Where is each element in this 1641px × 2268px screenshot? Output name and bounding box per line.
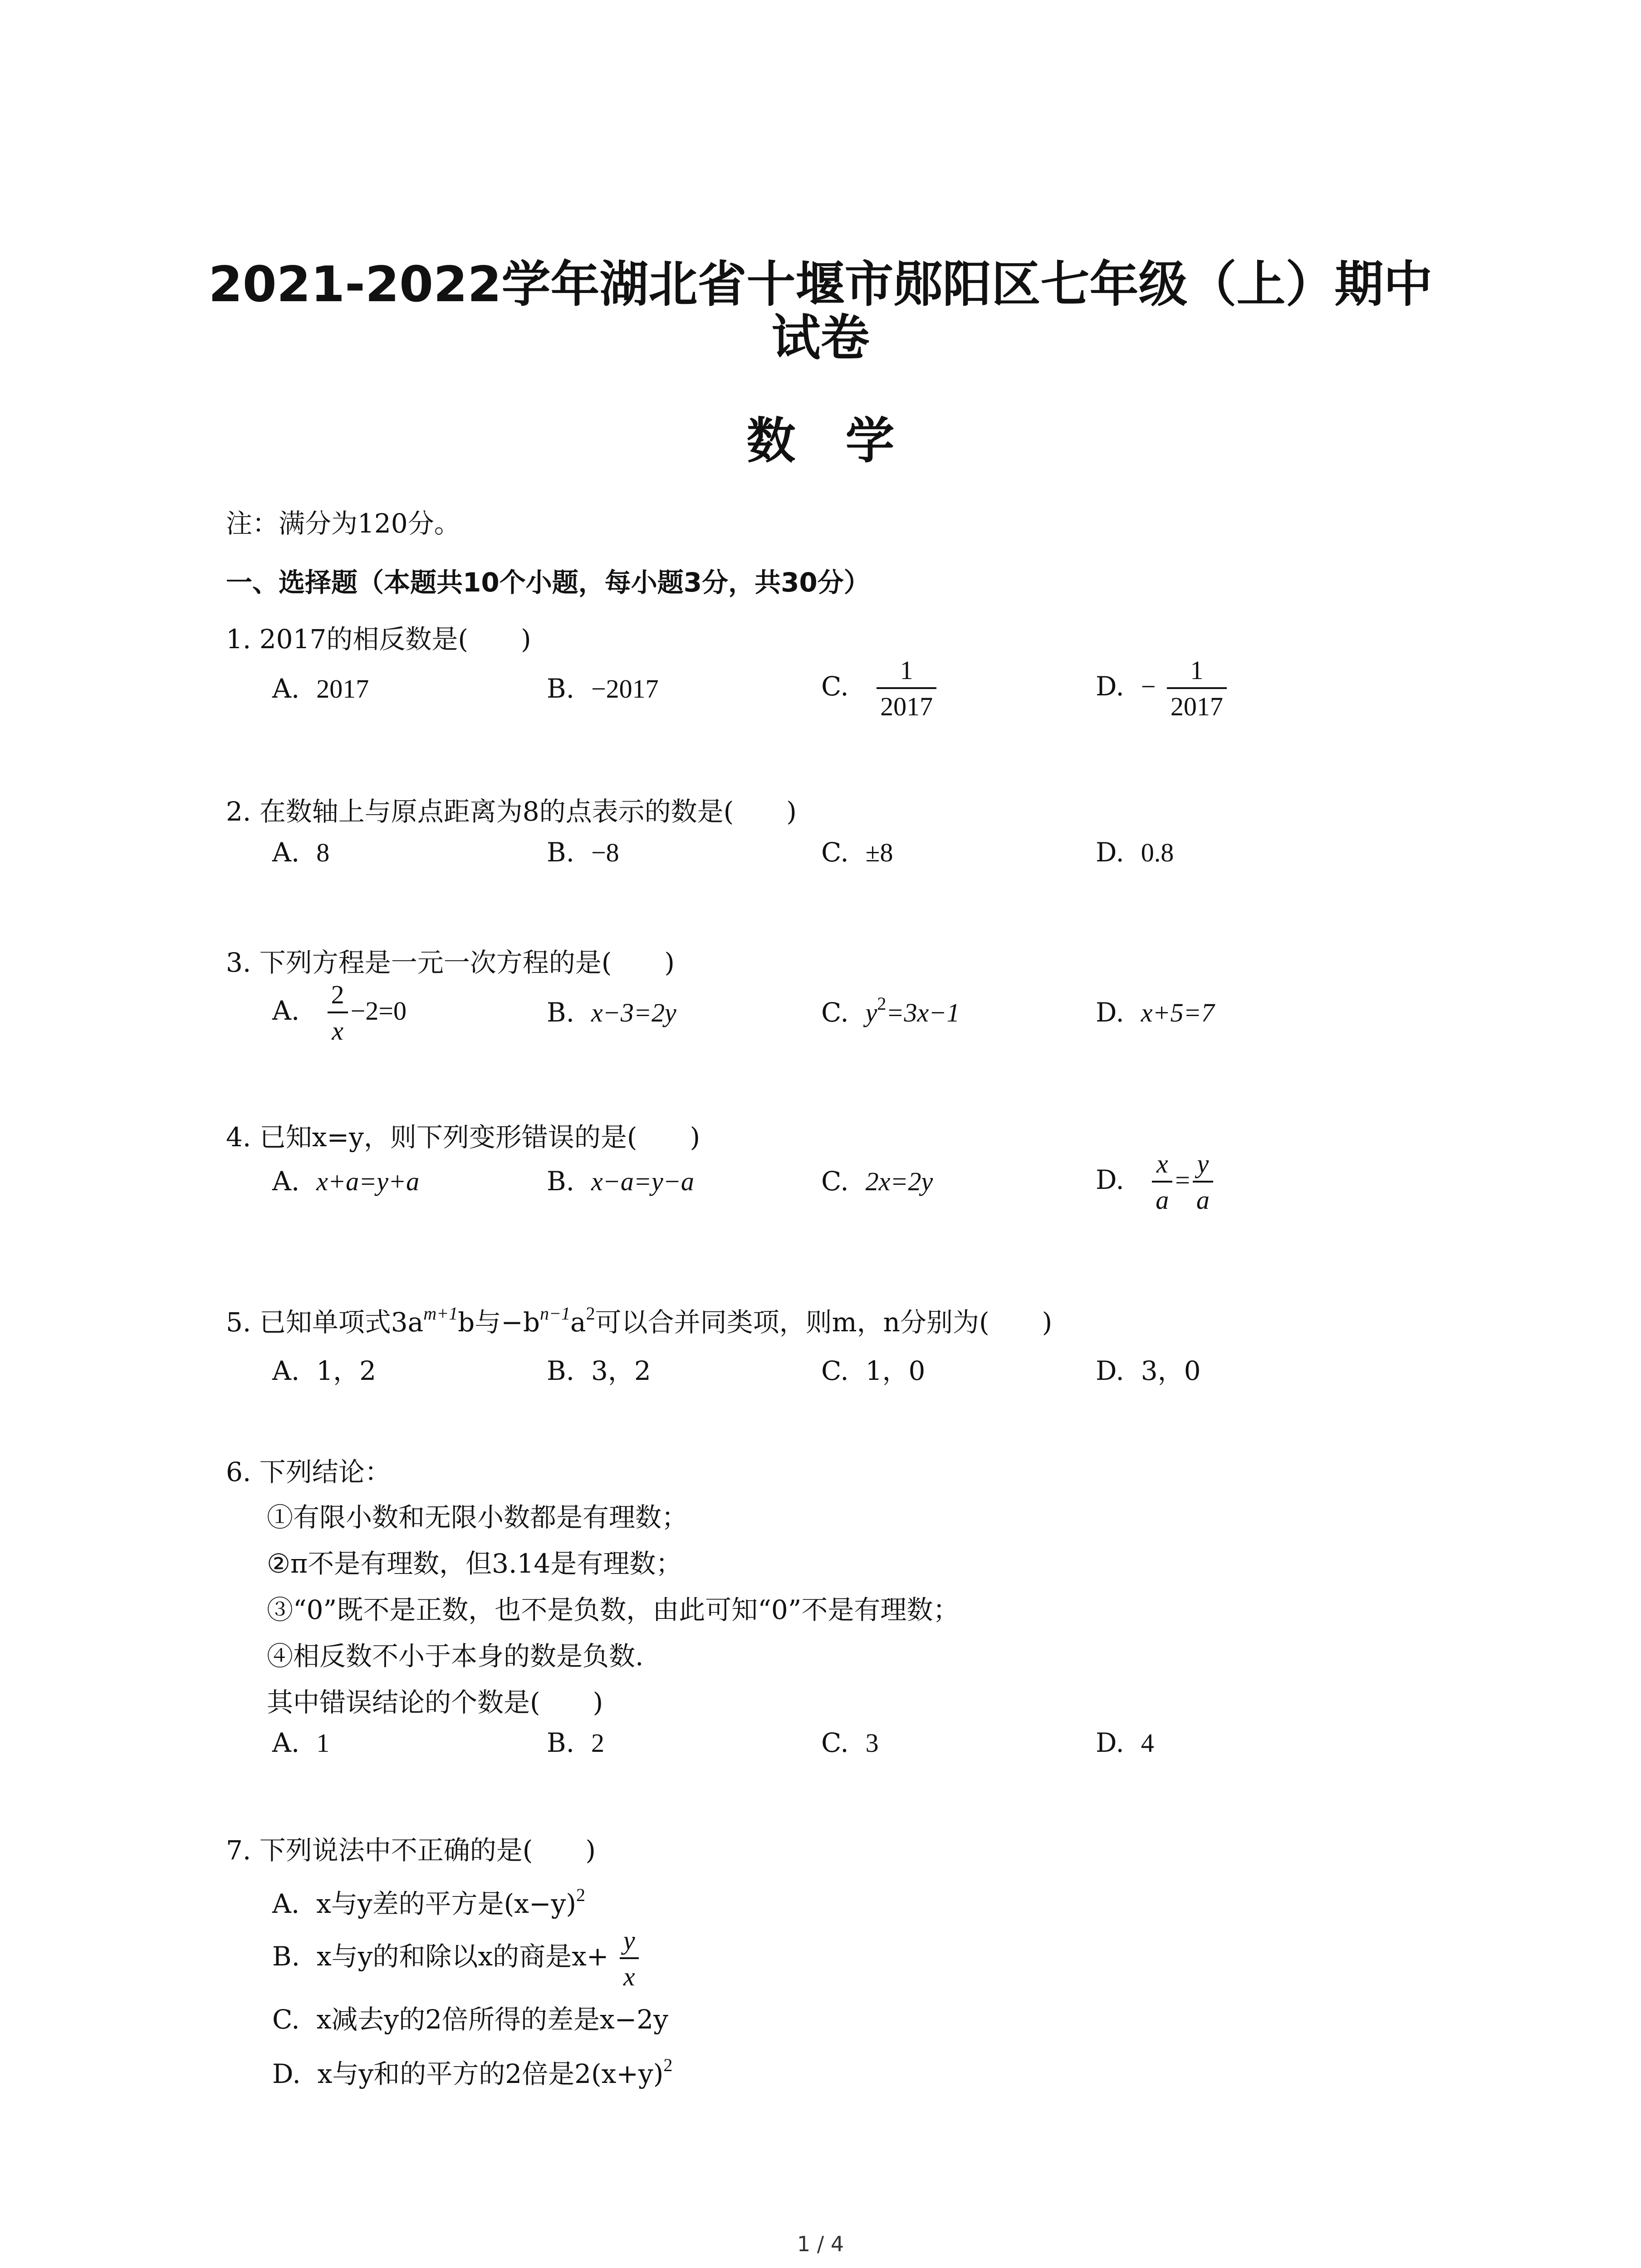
q7-option-d: D. x与y和的平方的2倍是$2(x+y)^2$ [272, 2054, 673, 2089]
q6-statement-1: ①有限小数和无限小数都是有理数； [267, 1502, 688, 1533]
q2-option-d: D. 0.8 [1096, 837, 1174, 868]
q2-option-b: B. −8 [547, 837, 619, 868]
q4-d-fraction-right: $\frac{y}{a}$ [1193, 1149, 1213, 1215]
question-6-stem: 6. 下列结论： [226, 1457, 391, 1487]
q6-option-b: B. 2 [547, 1727, 604, 1758]
q7-option-c: C. x减去y的2倍所得的差是x−2y [272, 2004, 668, 2035]
q3-a-fraction: $\frac{2}{x}$ [328, 980, 348, 1046]
q1-c-fraction: $\frac{1}{2017}$ [877, 655, 936, 722]
q4-d-fraction-left: $\frac{x}{a}$ [1152, 1149, 1172, 1215]
q2-option-a: A. 8 [272, 837, 330, 868]
question-5-stem: 5. 已知单项式$3a^{m+1}b$与$-b^{n-1}a^2$可以合并同类项，则m，n分别为( ) [226, 1303, 1053, 1338]
q3-option-c: C. $y^2=3x-1$ [821, 993, 960, 1028]
q6-option-d: D. 4 [1096, 1727, 1154, 1758]
q3-option-b: B. x−3=2y [547, 997, 676, 1028]
q7-option-a: A. x与y差的平方是$(x-y)^2$ [272, 1884, 586, 1919]
q5-option-b: B. 3，2 [547, 1355, 651, 1386]
question-7-stem: 7. 下列说法中不正确的是( ) [226, 1835, 596, 1866]
q6-statement-2: ②π不是有理数，但3.14是有理数； [267, 1548, 682, 1579]
q4-option-d: D. $\frac{x}{a}$ = $\frac{y}{a}$ [1096, 1149, 1216, 1215]
exam-title-line1: 2021-2022学年湖北省十堰市郧阳区七年级（上）期中 [208, 256, 1433, 313]
q7-b-fraction: $\frac{y}{x}$ [620, 1926, 639, 1992]
question-1-stem: 1. 2017的相反数是( ) [226, 624, 531, 655]
page-number: 1 / 4 [797, 2232, 844, 2256]
q2-option-c: C. ±8 [821, 837, 893, 868]
q6-question: 其中错误结论的个数是( ) [267, 1687, 603, 1718]
q5-option-d: D. 3，0 [1096, 1355, 1201, 1386]
question-4-stem: 4. 已知x=y，则下列变形错误的是( ) [226, 1122, 700, 1153]
q5-option-c: C. 1，0 [821, 1355, 926, 1386]
q4-option-b: B. x−a=y−a [547, 1166, 694, 1197]
q7-option-b: B. x与y的和除以x的商是x+ $\frac{y}{x}$ [272, 1926, 642, 1992]
q6-statement-4: ④相反数不小于本身的数是负数. [267, 1641, 644, 1672]
q1-option-a: A. 2017 [272, 673, 369, 704]
q1-option-c: C. $\frac{1}{2017}$ [821, 655, 939, 722]
q1-d-fraction: $\frac{1}{2017}$ [1167, 655, 1227, 722]
q1-option-d: D. − $\frac{1}{2017}$ [1096, 655, 1230, 722]
exam-title-line2: 试卷 [771, 310, 870, 367]
q1-option-b: B. −2017 [547, 673, 659, 704]
q4-option-a: A. x+a=y+a [272, 1166, 420, 1197]
score-note: 注：满分为120分。 [226, 508, 460, 539]
question-3-stem: 3. 下列方程是一元一次方程的是( ) [226, 947, 675, 978]
q3-option-a: A. $\frac{2}{x}$ −2=0 [272, 980, 407, 1046]
q5-option-a: A. 1，2 [272, 1355, 377, 1386]
q6-statement-3: ③“0”既不是正数，也不是负数，由此可知“0”不是有理数； [267, 1594, 960, 1625]
q6-option-c: C. 3 [821, 1727, 879, 1758]
question-2-stem: 2. 在数轴上与原点距离为8的点表示的数是( ) [226, 796, 797, 827]
q3-option-d: D. x+5=7 [1096, 997, 1215, 1028]
section-heading: 一、选择题（本题共10个小题，每小题3分，共30分） [226, 567, 870, 598]
q4-option-c: C. 2x=2y [821, 1166, 933, 1197]
subject-heading: 数学 [746, 413, 945, 469]
q6-option-a: A. 1 [272, 1727, 330, 1758]
